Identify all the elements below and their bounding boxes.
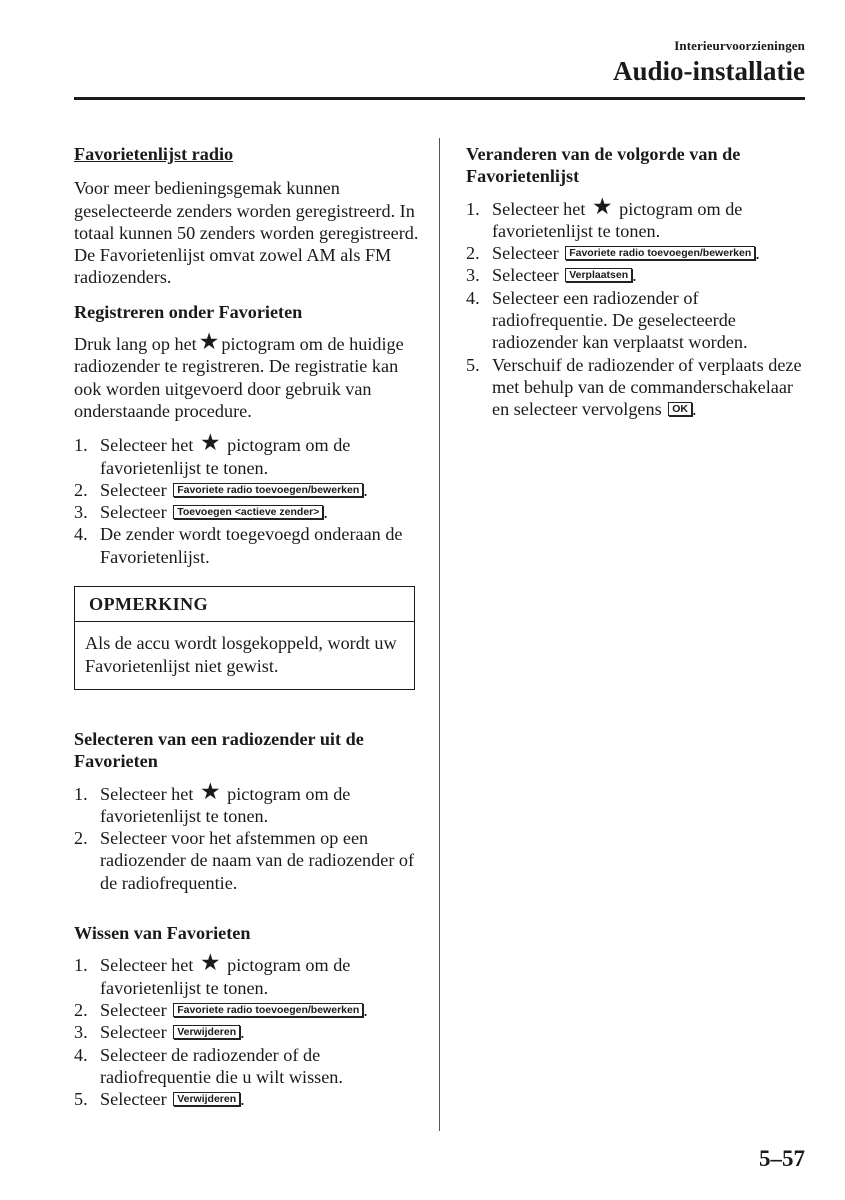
list-item	[466, 354, 806, 421]
favorites-list-paragraph: Voor meer bedieningsgemak kunnen geselecteerde zenders worden geregistreerd. In totaal kunnen 50 zenders worden geregistreerd. De Favorietenlijst omvat zowel AM als FM radiozenders.	[74, 178, 419, 288]
page-number: 5–57	[759, 1146, 805, 1171]
star-icon: ★	[199, 950, 221, 977]
list-item	[74, 523, 419, 568]
reorder-steps	[466, 193, 806, 421]
step-number: 3.	[466, 265, 480, 286]
star-icon: ★	[591, 193, 613, 220]
step-number: 1.	[74, 955, 88, 976]
star-icon: ★	[198, 329, 220, 356]
favorite-radio-add-edit-button-label: Favoriete radio toevoegen/bewerken	[173, 483, 363, 497]
step-text: Selecteer	[100, 502, 167, 523]
step-number: 2.	[74, 999, 88, 1020]
list-item	[74, 430, 419, 479]
step-text: Selecteer voor het afstemmen op een radiozender de naam van de radiozender of de radiofrequentie.	[100, 828, 415, 893]
star-icon: ★	[199, 778, 221, 805]
step-text: .	[632, 265, 637, 286]
step-text: .	[240, 1022, 245, 1043]
step-text: Selecteer het	[100, 435, 194, 456]
favorite-radio-add-edit-button-label: Favoriete radio toevoegen/bewerken	[565, 246, 755, 260]
list-item	[74, 1021, 419, 1043]
list-item	[74, 950, 419, 999]
step-number: 5.	[466, 354, 480, 375]
step-text: pictogram om de favorietenlijst te tonen.	[100, 435, 351, 478]
step-text: .	[323, 502, 328, 523]
list-item	[74, 1088, 419, 1110]
step-text: pictogram om de favorietenlijst te tonen.	[100, 955, 351, 998]
list-item	[74, 479, 419, 501]
step-text: .	[755, 243, 760, 264]
step-number: 4.	[74, 1044, 88, 1065]
list-item	[466, 264, 806, 286]
step-text: .	[240, 1089, 245, 1110]
step-number: 4.	[466, 287, 480, 308]
note-text: Als de accu wordt losgekoppeld, wordt uw Favorietenlijst niet gewist.	[85, 633, 397, 676]
step-text: .	[363, 999, 368, 1020]
column-divider	[439, 138, 440, 1131]
step-number: 3.	[74, 1022, 88, 1043]
delete-steps	[74, 950, 419, 1110]
step-number: 5.	[74, 1089, 88, 1110]
list-item	[74, 827, 419, 894]
delete-heading: Wissen van Favorieten	[74, 923, 251, 944]
step-text: Selecteer het	[100, 955, 194, 976]
header-rule	[74, 97, 805, 100]
delete-button-label: Verwijderen	[173, 1025, 240, 1039]
register-paragraph-pre: Druk lang op het	[74, 334, 197, 355]
list-item	[466, 193, 806, 243]
select-heading: Selecteren van een radiozender uit de Favorieten	[74, 728, 364, 772]
step-text: Verschuif de radiozender of verplaats deze met behulp van de commanderschakelaar en selecteer vervolgens	[492, 354, 802, 420]
step-number: 2.	[74, 828, 88, 849]
list-item	[466, 287, 806, 354]
note-box	[74, 586, 415, 690]
step-number: 1.	[466, 198, 480, 219]
register-paragraph-post: pictogram om de huidige radiozender te registreren. De registratie kan ook worden uitgevoerd door gebruik van onderstaande procedure.	[74, 334, 404, 421]
list-item	[74, 778, 419, 828]
step-text: .	[363, 479, 368, 500]
list-item	[74, 999, 419, 1021]
step-text: Selecteer het	[492, 198, 586, 219]
step-text: Selecteer het	[100, 783, 194, 804]
register-steps	[74, 430, 419, 568]
register-heading: Registreren onder Favorieten	[74, 301, 303, 322]
step-text: Selecteer	[100, 999, 167, 1020]
left-column	[74, 143, 419, 1110]
step-number: 1.	[74, 435, 88, 456]
step-text: Selecteer	[492, 243, 559, 264]
step-text: Selecteer	[492, 265, 559, 286]
step-number: 4.	[74, 524, 88, 545]
step-text: pictogram om de favorietenlijst te tonen.	[100, 783, 351, 826]
step-text: Selecteer de radiozender of de radiofrequentie die u wilt wissen.	[100, 1044, 343, 1087]
step-text: Selecteer een radiozender of radiofrequentie. De geselecteerde radiozender kan verplaatst worden.	[492, 287, 748, 353]
section-label: Interieurvoorzieningen	[674, 38, 805, 53]
step-text: De zender wordt toegevoegd onderaan de Favorietenlijst.	[100, 524, 403, 567]
note-title: OPMERKING	[75, 587, 414, 622]
reorder-heading: Veranderen van de volgorde van de Favorietenlijst	[466, 144, 741, 187]
step-number: 2.	[74, 479, 88, 500]
step-text: Selecteer	[100, 1022, 167, 1043]
step-number: 2.	[466, 243, 480, 264]
ok-button-label: OK	[668, 402, 692, 416]
list-item	[74, 501, 419, 523]
delete-button-label: Verwijderen	[173, 1092, 240, 1106]
right-column	[466, 143, 806, 421]
list-item	[74, 1044, 419, 1089]
step-text: .	[691, 399, 697, 420]
move-button-label: Verplaatsen	[565, 268, 632, 282]
star-icon: ★	[199, 430, 221, 457]
step-number: 1.	[74, 783, 88, 804]
list-item	[466, 242, 806, 264]
select-steps	[74, 778, 419, 894]
step-text: Selecteer	[100, 1089, 167, 1110]
favorites-list-heading: Favorietenlijst radio	[74, 144, 234, 164]
step-text: pictogram om de favorietenlijst te tonen.	[492, 198, 743, 241]
favorite-radio-add-edit-button-label: Favoriete radio toevoegen/bewerken	[173, 1003, 363, 1017]
step-text: Selecteer	[100, 479, 167, 500]
register-paragraph	[74, 329, 419, 422]
add-active-station-button-label: Toevoegen <actieve zender>	[173, 505, 323, 519]
step-number: 3.	[74, 502, 88, 523]
chapter-title: Audio-installatie	[612, 56, 805, 86]
